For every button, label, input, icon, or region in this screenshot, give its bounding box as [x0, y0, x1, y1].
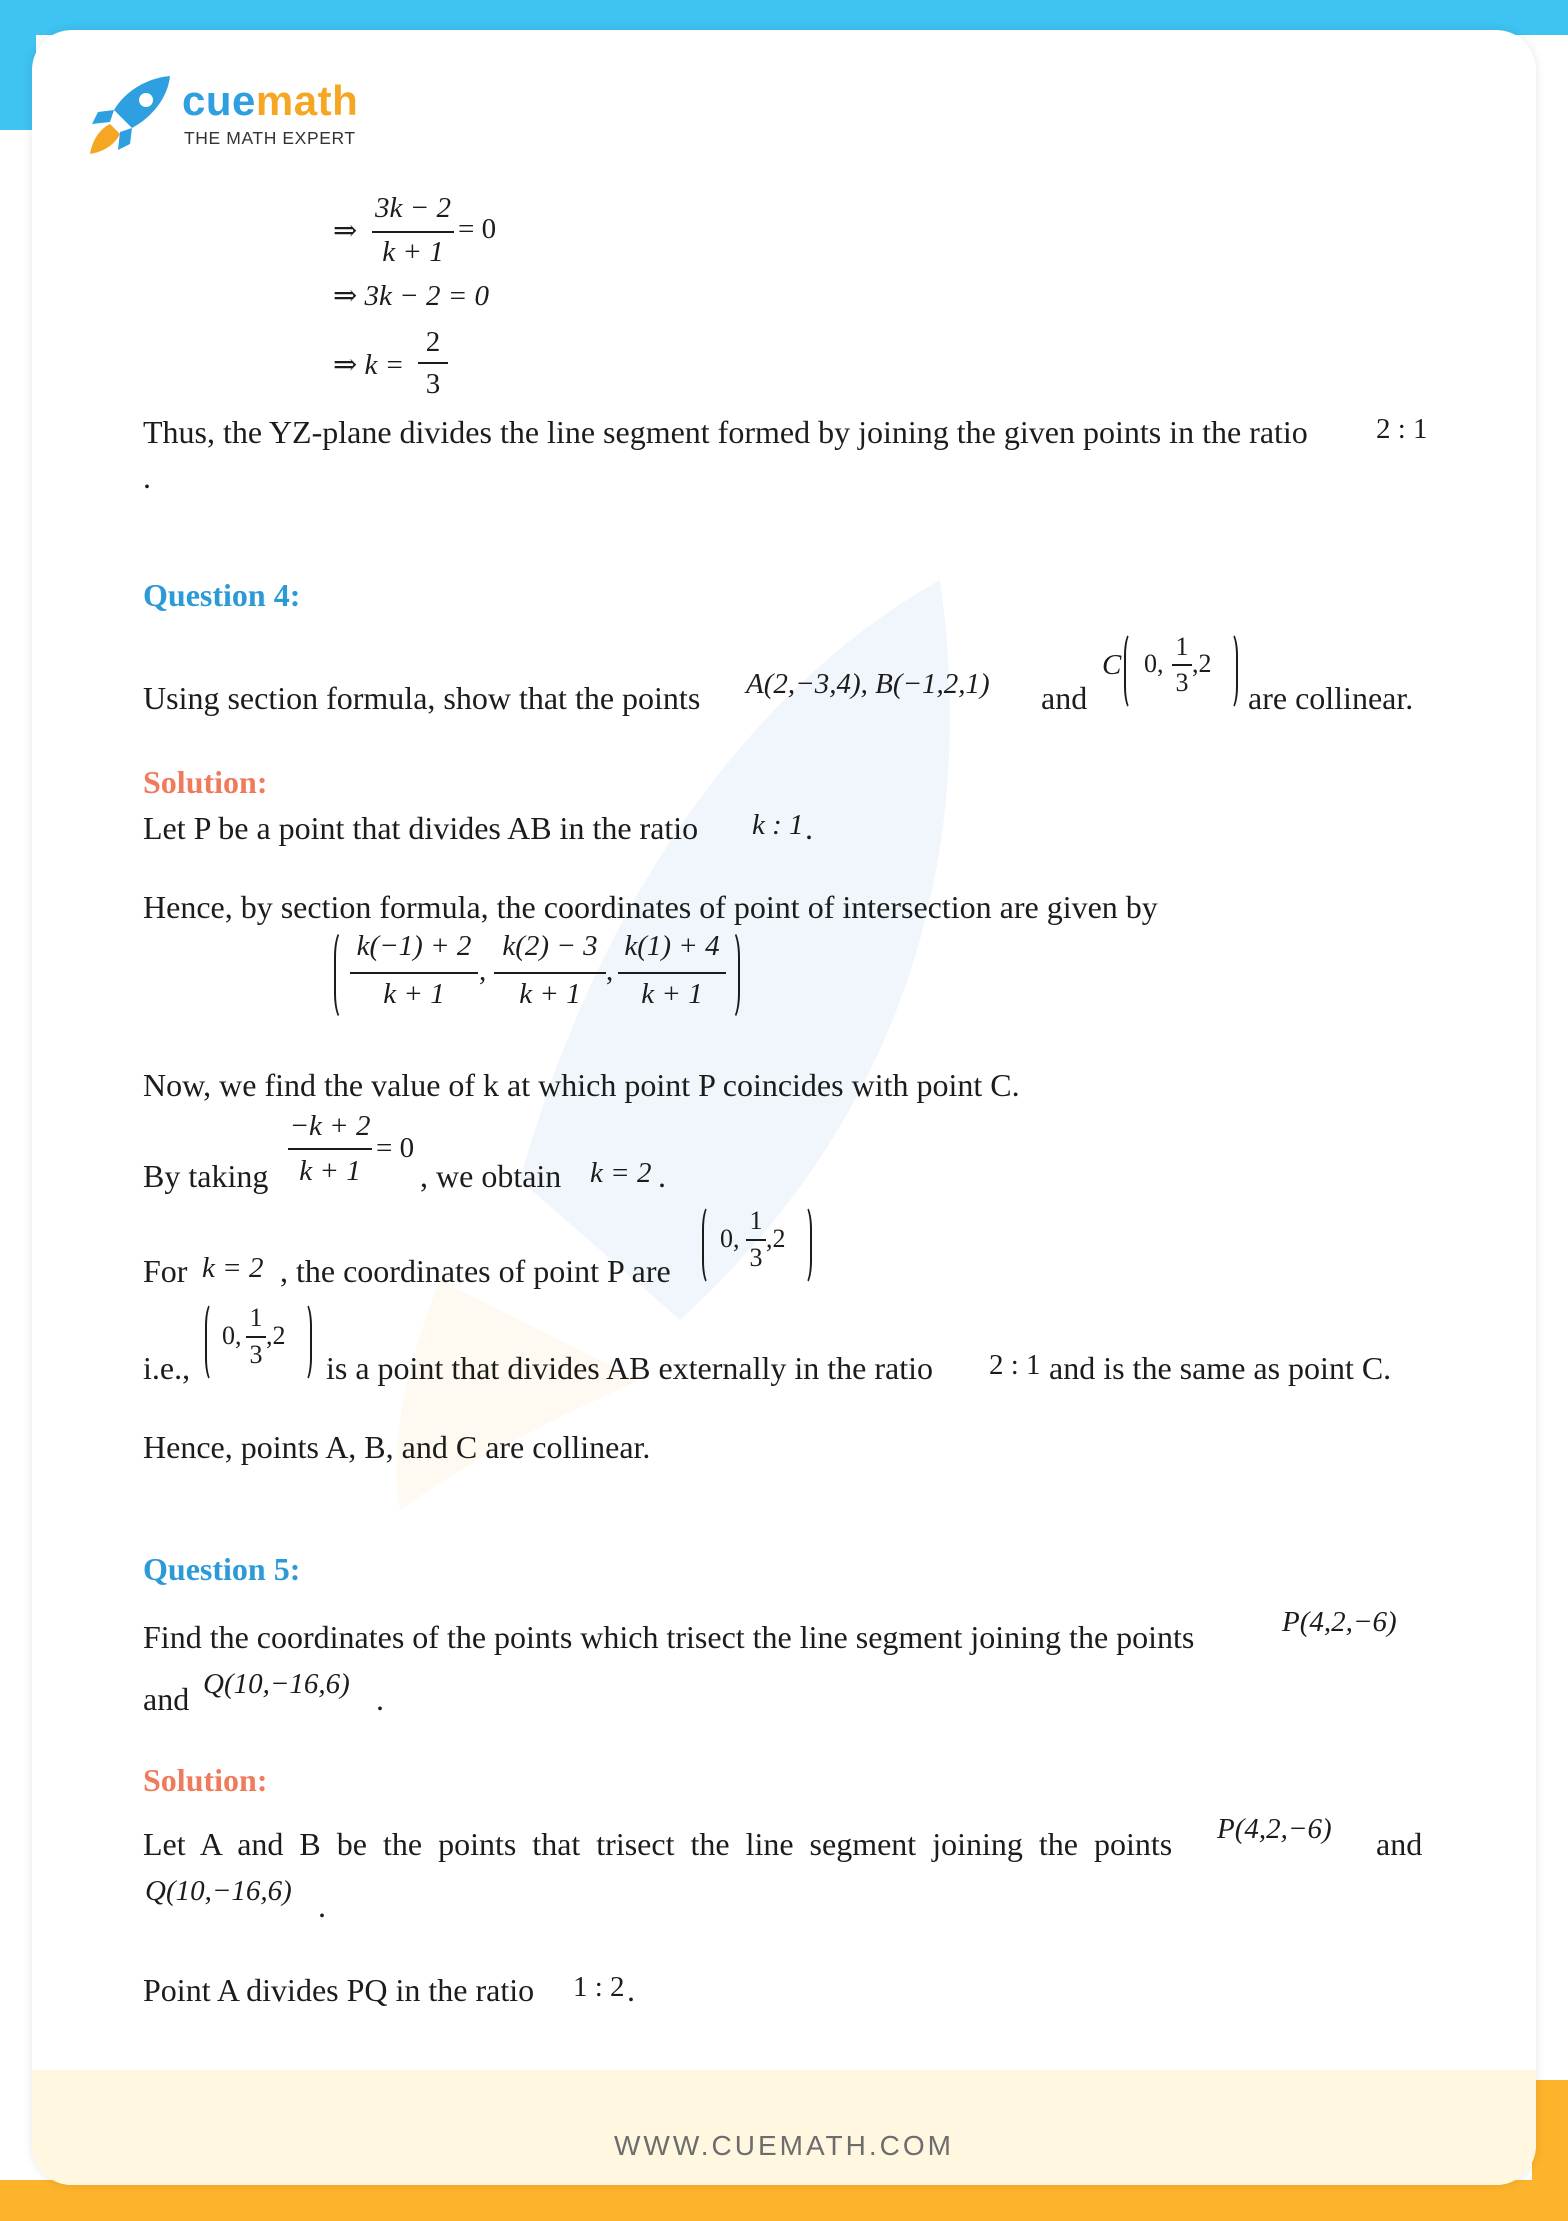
- q5-point-p: P(4,2,−6): [1282, 1606, 1397, 1638]
- point-z: ,2: [266, 1321, 286, 1350]
- fraction-bar: [350, 972, 478, 974]
- question-5-heading: Question 5:: [143, 1551, 301, 1587]
- brand-wordmark: [182, 77, 359, 124]
- comma: ,: [606, 955, 614, 987]
- q4-s6-end: and is the same as point C.: [1049, 1350, 1392, 1386]
- q4-s5-math: k = 2: [202, 1252, 264, 1284]
- q5-s2-end: .: [627, 1972, 635, 2008]
- q4-text-before: Using section formula, show that the points: [143, 680, 701, 716]
- footer-strip: [32, 2070, 1536, 2185]
- fraction-bar: [618, 972, 726, 974]
- fraction-denominator: 3: [425, 368, 441, 400]
- implies-arrow: ⇒: [333, 215, 358, 247]
- left-accent-band: [0, 0, 36, 130]
- fraction-bar: [746, 1239, 766, 1241]
- q5-and: and: [143, 1681, 190, 1717]
- q4-s7-text: Hence, points A, B, and C are collinear.: [143, 1429, 651, 1465]
- q4-s4-text: By taking: [143, 1158, 269, 1194]
- point-c-x: 0,: [1144, 649, 1164, 678]
- prev-conclusion: Thus, the YZ-plane divides the line segment formed by joining the given points in the ratio: [143, 414, 1308, 450]
- q5-s2-text: Point A divides PQ in the ratio: [143, 1972, 535, 2008]
- fraction-denominator: k + 1: [299, 1155, 361, 1187]
- q4-points-ab: A(2,−3,4), B(−1,2,1): [746, 668, 990, 700]
- k-equals: ⇒ k =: [333, 349, 405, 381]
- q4-s2-text: Hence, by section formula, the coordinates of point of intersection are given by: [143, 889, 1158, 925]
- fraction-denominator: k + 1: [641, 978, 703, 1010]
- fraction-numerator: 3k − 2: [375, 192, 451, 224]
- q4-s1-text: Let P be a point that divides AB in the ratio: [143, 810, 699, 846]
- prev-eq2: ⇒ 3k − 2 = 0: [333, 280, 490, 312]
- fraction-bar: [418, 362, 448, 364]
- point-z: ,2: [766, 1224, 786, 1253]
- q4-s4-math: k = 2: [590, 1157, 652, 1189]
- q5-s1-p: P(4,2,−6): [1217, 1813, 1332, 1845]
- fraction-numerator: 1: [249, 1303, 263, 1332]
- q5-point-q: Q(10,−16,6): [203, 1668, 350, 1700]
- fraction-bar: [494, 972, 606, 974]
- q4-s6-text: is a point that divides AB externally in the ratio: [326, 1350, 933, 1386]
- left-paren: [702, 1205, 716, 1285]
- fraction-numerator: 2: [425, 326, 441, 358]
- q4-text-after: are collinear.: [1248, 680, 1414, 716]
- q4-s5-text-b: , the coordinates of point P are: [280, 1253, 671, 1289]
- point-c-label: C: [1102, 649, 1122, 681]
- brand-name-part2: math: [255, 77, 359, 124]
- q5-s1-text: Let A and B be the points that trisect the line segment joining the points: [143, 1826, 1173, 1862]
- fraction-bar: [288, 1148, 372, 1150]
- q5-s2-ratio: 1 : 2: [573, 1971, 625, 2003]
- q4-s1-end: .: [805, 810, 813, 846]
- q5-s1-and: and: [1376, 1826, 1423, 1862]
- footer-url: WWW.CUEMATH.COM: [614, 2130, 954, 2161]
- question-4-heading: Question 4:: [143, 577, 301, 613]
- q4-solution-heading: Solution:: [143, 764, 268, 800]
- fraction-denominator: k + 1: [383, 978, 445, 1010]
- left-paren: [1124, 632, 1138, 710]
- equals-zero: = 0: [458, 213, 497, 245]
- q5-s1-end: .: [318, 1888, 326, 1924]
- prev-conclusion-end: .: [143, 459, 151, 495]
- fraction-numerator: k(1) + 4: [624, 930, 720, 962]
- right-paren: [298, 1302, 312, 1382]
- fraction-denominator: 3: [249, 1340, 263, 1369]
- q4-and: and: [1041, 680, 1088, 716]
- fraction-denominator: 3: [1175, 668, 1189, 697]
- brand-tagline: THE MATH EXPERT: [184, 128, 356, 148]
- q4-s4-end: .: [658, 1158, 666, 1194]
- point-x: 0,: [222, 1321, 242, 1350]
- q4-s3-text: Now, we find the value of k at which point P coincides with point C.: [143, 1067, 1020, 1103]
- left-paren: [205, 1302, 219, 1382]
- q4-s6-ratio: 2 : 1: [989, 1349, 1041, 1381]
- left-paren: [334, 930, 350, 1020]
- fraction-denominator: 3: [749, 1243, 763, 1272]
- fraction-numerator: k(2) − 3: [502, 930, 598, 962]
- point-x: 0,: [720, 1224, 740, 1253]
- fraction-denominator: k + 1: [382, 236, 444, 268]
- fraction-bar: [1172, 664, 1192, 666]
- fraction-denominator: k + 1: [519, 978, 581, 1010]
- right-paren: [1224, 632, 1238, 710]
- q5-s1-q: Q(10,−16,6): [145, 1875, 292, 1907]
- equals-zero: = 0: [376, 1132, 415, 1164]
- fraction-bar: [246, 1336, 266, 1338]
- q4-s6-ie: i.e.,: [143, 1350, 191, 1386]
- q5-end: .: [376, 1681, 384, 1717]
- cuemath-rocket-logo-icon: [88, 72, 174, 156]
- fraction-numerator: k(−1) + 2: [356, 930, 472, 962]
- q5-solution-heading: Solution:: [143, 1762, 268, 1798]
- point-c-z: ,2: [1192, 649, 1212, 678]
- fraction-numerator: 1: [1175, 632, 1189, 661]
- bottom-accent-band: [0, 2180, 1568, 2221]
- right-paren: [798, 1205, 812, 1285]
- fraction-bar: [372, 231, 454, 233]
- prev-conclusion-ratio: 2 : 1: [1376, 413, 1428, 445]
- q4-s4-mid: , we obtain: [420, 1158, 562, 1194]
- right-paren: [724, 930, 740, 1020]
- q5-text: Find the coordinates of the points which trisect the line segment joining the points: [143, 1619, 1195, 1655]
- comma: ,: [479, 955, 487, 987]
- brand-name-part1: cue: [182, 77, 256, 124]
- q4-s5-text-a: For: [143, 1253, 188, 1289]
- fraction-numerator: 1: [749, 1206, 763, 1235]
- fraction-numerator: −k + 2: [289, 1110, 371, 1142]
- q4-s1-math: k : 1: [752, 809, 804, 841]
